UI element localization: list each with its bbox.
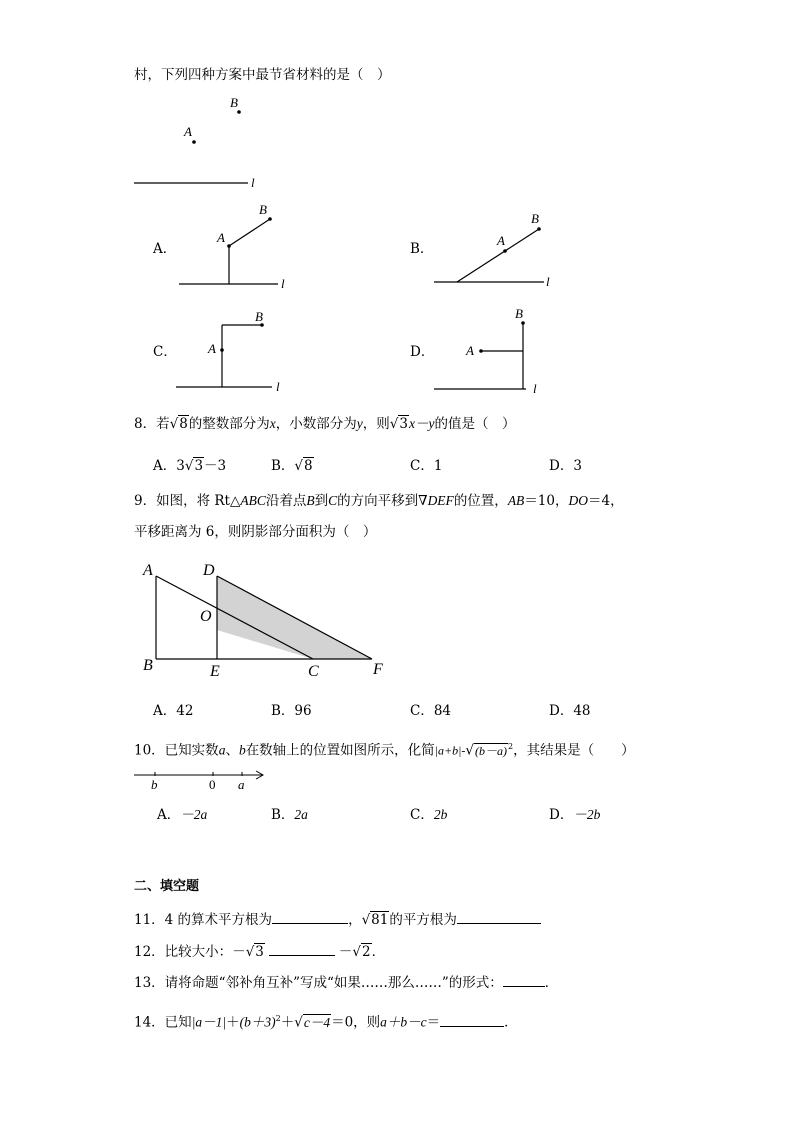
axis-label-a: a	[238, 777, 245, 792]
label-l: l	[276, 379, 280, 394]
q10-option-c: C．2b	[410, 807, 448, 823]
label-b: B	[531, 211, 539, 226]
q12-blank[interactable]	[269, 941, 335, 956]
label-b: B	[515, 306, 523, 321]
label-d: D	[203, 562, 215, 579]
q11: 11．4 的算术平方根为 ，√81的平方根为	[134, 909, 541, 929]
q7-option-a: A．	[153, 241, 177, 257]
q7-option-c: C．	[153, 344, 177, 360]
label-l: l	[546, 274, 550, 289]
q8-option-b: B．√8	[271, 458, 313, 474]
q8-stem: 8．若√8的整数部分为x，小数部分为y，则√3x－y的值是（ ）	[134, 416, 516, 432]
label-a: A	[143, 562, 153, 579]
label-a: A	[208, 341, 216, 356]
q10-option-b: B．2a	[271, 807, 308, 823]
label-l: l	[251, 175, 255, 190]
q8-option-d: D．3	[549, 458, 582, 474]
q11-blank-1[interactable]	[272, 909, 348, 924]
q9-option-b: B．96	[271, 703, 312, 719]
q9-stem-line1: 9．如图，将 Rt△ABC沿着点B到C的方向平移到∇DEF的位置，AB＝10，DO＝4，	[134, 493, 624, 509]
q13: 13．请将命题“邻补角互补”写成“如果……那么……”的形式： ．	[134, 972, 558, 992]
q11-blank-2[interactable]	[457, 909, 541, 924]
q9-option-a: A．42	[153, 703, 194, 719]
label-b: B	[259, 202, 267, 217]
q7-option-b: B．	[410, 241, 434, 257]
q13-blank[interactable]	[503, 972, 545, 987]
label-b: B	[230, 95, 238, 110]
label-b: B	[143, 657, 153, 674]
q8-option-a: A．3√3－3	[153, 458, 227, 474]
q7-stem: 村，下列四种方案中最节省材料的是（ ）	[134, 67, 391, 83]
label-a: A	[497, 233, 505, 248]
q14-blank[interactable]	[440, 1012, 504, 1027]
label-f: F	[373, 661, 383, 678]
axis-label-b: b	[151, 777, 158, 792]
q14: 14．已知$|a-1|+(b+3)^2+√c-4=0$，则a＋b－c＝ ．	[134, 1010, 518, 1032]
section-title: 二、填空题	[134, 879, 200, 894]
q8-option-c: C．1	[410, 458, 443, 474]
q10-option-d: D．－2b	[549, 807, 601, 823]
q7-option-d: D．	[410, 344, 435, 360]
label-a: A	[466, 343, 474, 358]
q10-stem: 10．已知实数a、b在数轴上的位置如图所示，化简$|a+b|-√(b-a)^2$，其结果是（ ）	[134, 742, 635, 759]
q9-option-c: C．84	[410, 703, 452, 719]
q9-option-d: D．48	[549, 703, 591, 719]
label-o: O	[200, 608, 212, 625]
label-e: E	[210, 663, 220, 680]
label-l: l	[281, 276, 285, 291]
q10-option-a: A．－2a	[157, 807, 208, 823]
axis-label-zero: 0	[209, 777, 216, 792]
label-a: A	[217, 230, 225, 245]
label-a: A	[184, 124, 192, 139]
label-b: B	[255, 309, 263, 324]
label-l: l	[533, 381, 537, 396]
q12: 12．比较大小：－√3 －√2．	[134, 941, 385, 961]
q9-stem-line2: 平移距离为 6，则阴影部分面积为（ ）	[134, 524, 377, 540]
label-c: C	[308, 663, 319, 680]
